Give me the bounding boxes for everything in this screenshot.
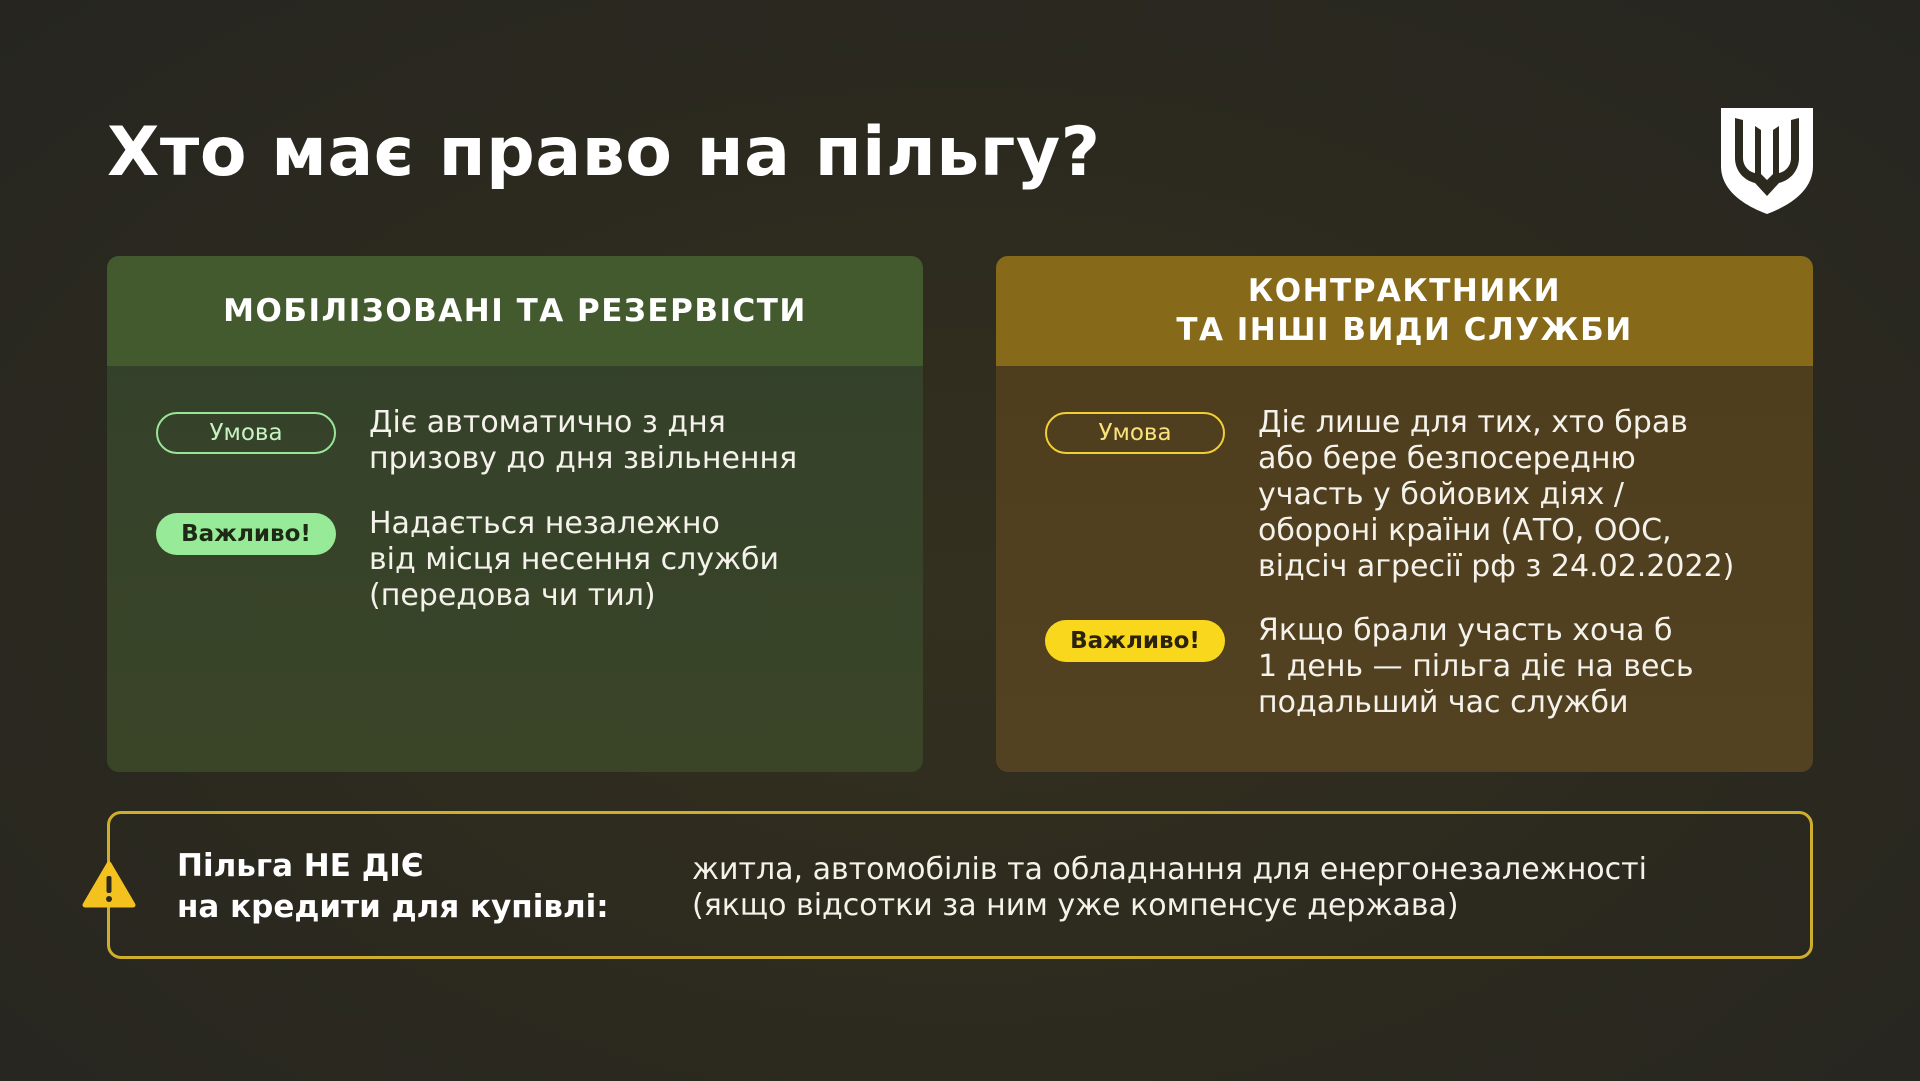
- important-badge: Важливо!: [156, 513, 336, 555]
- warning-text: житла, автомобілів та обладнання для енергонезалежності (якщо відсотки за ним уже компенсує держава): [692, 852, 1647, 923]
- warning-triangle-icon: [82, 861, 136, 909]
- trident-shield-icon: [1721, 108, 1813, 214]
- condition-row: [156, 405, 798, 477]
- condition-row: [1045, 405, 1735, 585]
- card-header: [107, 256, 923, 366]
- important-text: Якщо брали участь хоча б 1 день — пільга діє на весь подальший час служби: [1258, 613, 1694, 720]
- condition-badge: Умова: [1045, 412, 1225, 454]
- card-contractors: [996, 256, 1813, 772]
- important-badge: Важливо!: [1045, 620, 1225, 662]
- condition-text: Діє автоматично з дня призову до дня звільнення: [369, 405, 798, 476]
- card-header: [996, 256, 1813, 366]
- condition-text: Діє лише для тих, хто брав або бере безпосередню участь у бойових діях / обороні країни (АТО, ООС, відсіч агресії рф з 24.02.2022): [1258, 405, 1735, 584]
- important-row: [156, 506, 780, 614]
- important-text: Надається незалежно від місця несення служби (передова чи тил): [369, 506, 780, 613]
- card-header-text: КОНТРАКТНИКИ ТА ІНШІ ВИДИ СЛУЖБИ: [1176, 273, 1633, 348]
- important-row: [1045, 613, 1694, 721]
- card-header-text: МОБІЛІЗОВАНІ ТА РЕЗЕРВІСТИ: [223, 292, 807, 329]
- card-mobilized: [107, 256, 923, 772]
- page-title: Хто має право на пільгу?: [107, 113, 1101, 192]
- warning-label: Пільга НЕ ДІЄ на кредити для купівлі:: [177, 848, 609, 925]
- condition-badge: Умова: [156, 412, 336, 454]
